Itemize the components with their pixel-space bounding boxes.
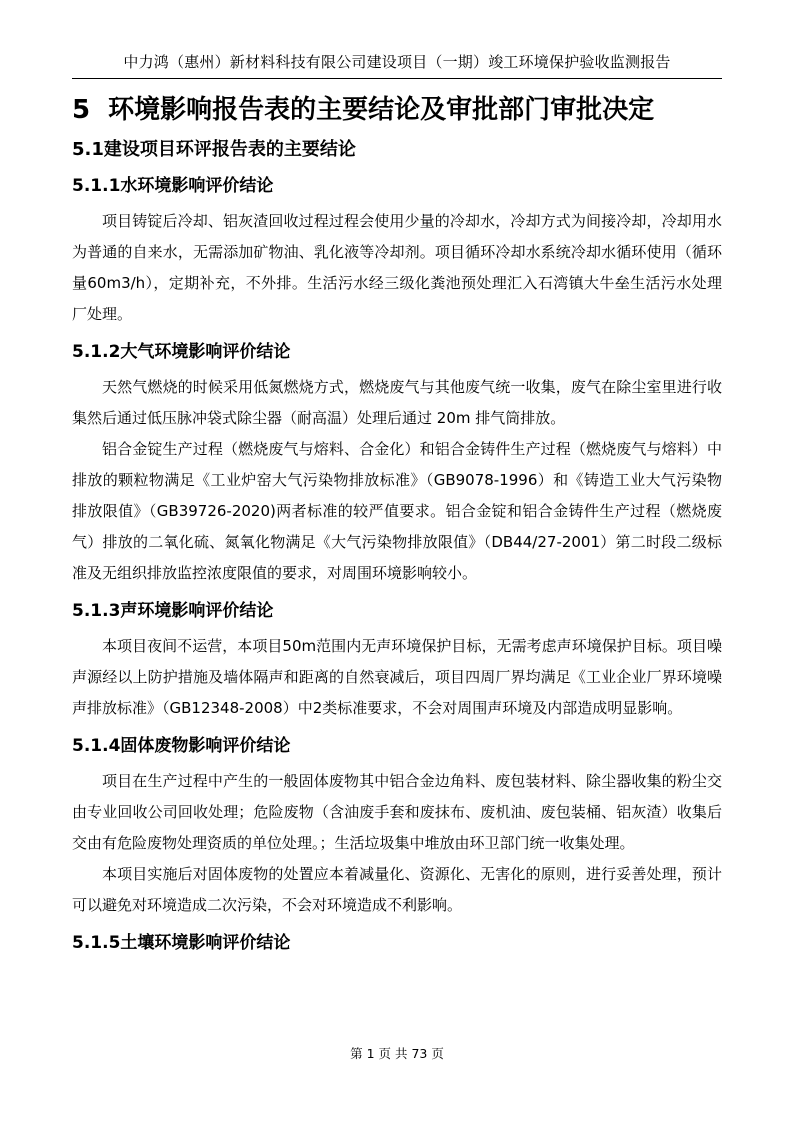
section-number: 5 xyxy=(72,95,91,125)
solid-waste-paragraph-1: 项目在生产过程中产生的一般固体废物其中铝合金边角料、废包装材料、除尘器收集的粉尘交由专业回收公司回收处理；危险废物（含油废手套和废抹布、废机油、废包装桶、铝灰渣）收集后交由有危险废物处理资质的单位处理。；生活垃圾集中堆放由环卫部门统一收集处理。 xyxy=(72,772,722,852)
soil-heading: 5.1.5土壤环境影响评价结论 xyxy=(72,933,291,953)
subsection-heading: 5.1建设项目环评报告表的主要结论 xyxy=(72,139,356,160)
page-header: 中力鸿（惠州）新材料科技有限公司建设项目（一期）竣工环境保护验收监测报告 xyxy=(123,53,671,71)
air-paragraph-1: 天然气燃烧的时候采用低氮燃烧方式，燃烧废气与其他废气统一收集，废气在除尘室里进行收集然后通过低压脉冲袋式除尘器（耐高温）处理后通过 20m 排气筒排放。 xyxy=(72,378,722,427)
water-heading: 5.1.1水环境影响评价结论 xyxy=(72,176,274,196)
header-divider xyxy=(72,78,722,79)
section-heading xyxy=(72,90,722,130)
air-heading: 5.1.2大气环境影响评价结论 xyxy=(72,342,291,362)
noise-paragraph: 本项目夜间不运营，本项目50m范围内无声环境保护目标，无需考虑声环境保护目标。项目噪声源经以上防护措施及墙体隔声和距离的自然衰减后，项目四周厂界均满足《工业企业厂界环境噪声排放标准》（GB12348-2008）中2类标准要求，不会对周围声环境及内部造成明显影响。 xyxy=(72,637,722,717)
document-body xyxy=(72,90,722,963)
solid-waste-heading: 5.1.4固体废物影响评价结论 xyxy=(72,736,291,756)
air-paragraph-2: 铝合金锭生产过程（燃烧废气与熔料、合金化）和铝合金铸件生产过程（燃烧废气与熔料）中排放的颗粒物满足《工业炉窑大气污染物排放标准》（GB9078-1996）和《铸造工业大气污染物排放限值》（GB39726-2020)两者标准的较严值要求。铝合金锭和铝合金铸件生产过程（燃烧废气）排放的二氧化硫、氮氧化物满足《大气污染物排放限值》（DB44/27-2001）第二时段二级标准及无组织排放监控浓度限值的要求，对周围环境影响较小。 xyxy=(72,440,722,582)
water-paragraph: 项目铸锭后冷却、铝灰渣回收过程过程会使用少量的冷却水，冷却方式为间接冷却，冷却用水为普通的自来水，无需添加矿物油、乳化液等冷却剂。项目循环冷却水系统冷却水循环使用（循环量60m3/h），定期补充，不外排。生活污水经三级化粪池预处理汇入石湾镇大牛垒生活污水处理厂处理。 xyxy=(72,212,722,323)
solid-waste-paragraph-2: 本项目实施后对固体废物的处置应本着减量化、资源化、无害化的原则，进行妥善处理，预计可以避免对环境造成二次污染，不会对环境造成不利影响。 xyxy=(72,865,722,914)
noise-heading: 5.1.3声环境影响评价结论 xyxy=(72,601,274,621)
section-title: 环境影响报告表的主要结论及审批部门审批决定 xyxy=(108,95,655,125)
page-number: 第 1 页 共 73 页 xyxy=(350,1046,444,1061)
